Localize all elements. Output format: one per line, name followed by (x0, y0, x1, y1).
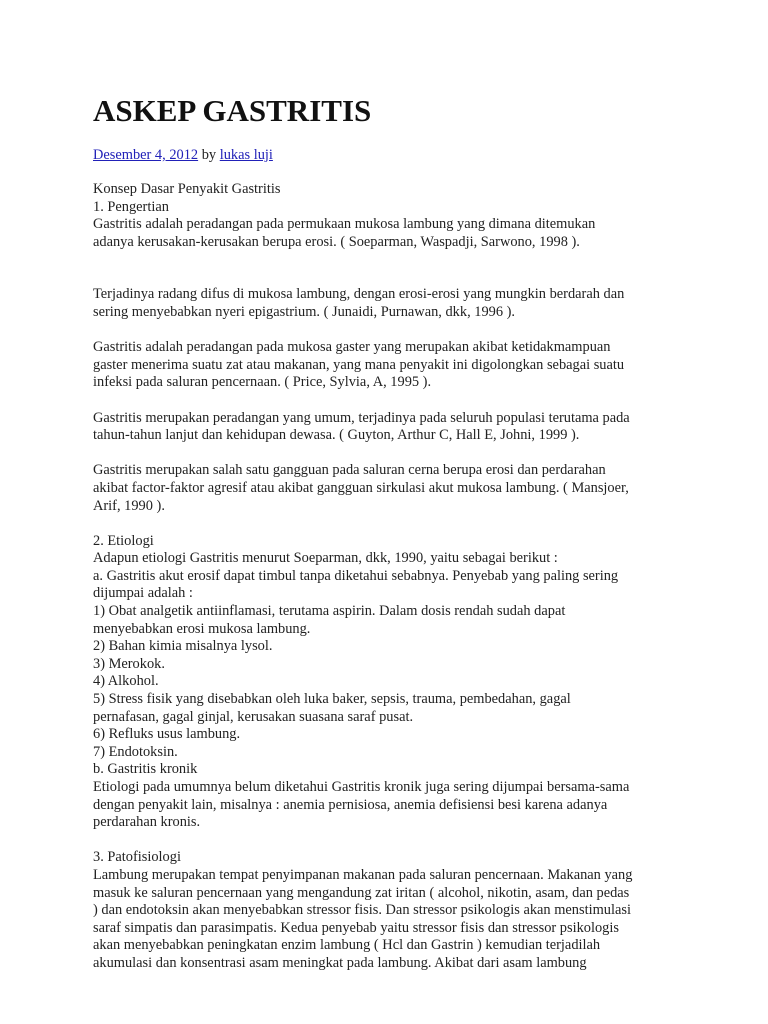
text-line: akan menyebabkan peningkatan enzim lambung ( Hcl dan Gastrin ) kemudian terjadilah (93, 937, 601, 954)
document-page (93, 92, 693, 973)
text-line: gaster menerima suatu zat atau makanan, yang mana penyakit ini digolongkan sebagai suatu (93, 356, 625, 373)
text-line: Adapun etiologi Gastritis menurut Soeparman, dkk, 1990, yaitu sebagai berikut : (93, 550, 558, 567)
subsection-heading: 1. Pengertian (93, 198, 169, 215)
subsection-heading: 2. Etiologi (93, 532, 154, 549)
text-line: Etiologi pada umumnya belum diketahui Gastritis kronik juga sering dijumpai bersama-sama (93, 779, 630, 795)
text-line: dijumpai adalah : (93, 585, 193, 602)
paragraph-gap (93, 251, 693, 286)
list-item: 2) Bahan kimia misalnya lysol. (93, 638, 273, 655)
text-line: b. Gastritis kronik (93, 761, 198, 778)
list-item-continuation: menyebabkan erosi mukosa lambung. (93, 620, 311, 637)
text-line: infeksi pada saluran pencernaan. ( Price, Sylvia, A, 1995 ). (93, 374, 432, 391)
text-line: dengan penyakit lain, misalnya : anemia pernisiosa, anemia defisiensi besi karena adanya (93, 796, 608, 813)
paragraph-gap (93, 515, 693, 533)
text-line: akibat factor-faktor agresif atau akibat gangguan sirkulasi akut mukosa lambung. ( Mansjoer, (93, 479, 629, 496)
list-item: 1) Obat analgetik antiinflamasi, terutama aspirin. Dalam dosis rendah sudah dapat (93, 603, 566, 620)
text-line: masuk ke saluran pencernaan yang mengandung zat iritan ( alcohol, nikotin, asam, dan pedas (93, 884, 630, 901)
author-link[interactable]: lukas luji (219, 147, 273, 163)
by-label: by (201, 147, 217, 163)
text-line: perdarahan kronis. (93, 814, 201, 831)
section-heading: Konsep Dasar Penyakit Gastritis (93, 181, 281, 197)
text-line: Arif, 1990 ). (93, 497, 165, 514)
text-line: Gastritis adalah peradangan pada permukaan mukosa lambung yang dimana ditemukan (93, 216, 596, 233)
paragraph-gap (93, 392, 693, 410)
list-item: 5) Stress fisik yang disebabkan oleh luka baker, sepsis, trauma, pembedahan, gagal (93, 691, 571, 708)
page-title: ASKEP GASTRITIS (93, 93, 372, 128)
text-line: adanya kerusakan-kerusakan berupa erosi. ( Soeparman, Waspadji, Sarwono, 1998 ). (93, 233, 580, 250)
text-line: saraf simpatis dan parasimpatis. Kedua penyebab yaitu stressor fisis dan stressor psikologis (93, 919, 619, 936)
text-line: Terjadinya radang difus di mukosa lambung, dengan erosi-erosi yang mungkin berdarah dan (93, 286, 625, 303)
subsection-heading: 3. Patofisiologi (93, 849, 181, 866)
text-line: Gastritis merupakan salah satu gangguan pada saluran cerna berupa erosi dan perdarahan (93, 462, 606, 479)
list-item: 6) Refluks usus lambung. (93, 726, 241, 743)
paragraph-gap (93, 322, 693, 340)
post-date-link[interactable]: Desember 4, 2012 (93, 147, 199, 163)
paragraph-gap (93, 445, 693, 463)
article-body (93, 181, 693, 973)
list-item: 7) Endotoksin. (93, 743, 178, 760)
text-line: akumulasi dan konsentrasi asam meningkat pada lambung. Akibat dari asam lambung (93, 954, 587, 971)
text-line: sering menyebabkan nyeri epigastrium. ( Junaidi, Purnawan, dkk, 1996 ). (93, 303, 516, 320)
post-meta (93, 146, 693, 164)
list-item-continuation: pernafasan, gagal ginjal, kerusakan suasana saraf pusat. (93, 708, 414, 725)
text-line: ) dan endotoksin akan menyebabkan stressor fisis. Dan stressor psikologis akan menstimulasi (93, 902, 631, 919)
list-item: 4) Alkohol. (93, 673, 159, 690)
text-line: tahun-tahun lanjut dan kehidupan dewasa. ( Guyton, Arthur C, Hall E, Johni, 1999 ). (93, 427, 580, 444)
paragraph-gap (93, 832, 693, 850)
list-item: 3) Merokok. (93, 655, 165, 672)
text-line: Gastritis merupakan peradangan yang umum, terjadinya pada seluruh populasi terutama pada (93, 409, 630, 426)
text-line: Lambung merupakan tempat penyimpanan makanan pada saluran pencernaan. Makanan yang (93, 866, 633, 883)
text-line: Gastritis adalah peradangan pada mukosa gaster yang merupakan akibat ketidakmampuan (93, 339, 611, 356)
text-line: a. Gastritis akut erosif dapat timbul tanpa diketahui sebabnya. Penyebab yang paling sering (93, 567, 619, 584)
